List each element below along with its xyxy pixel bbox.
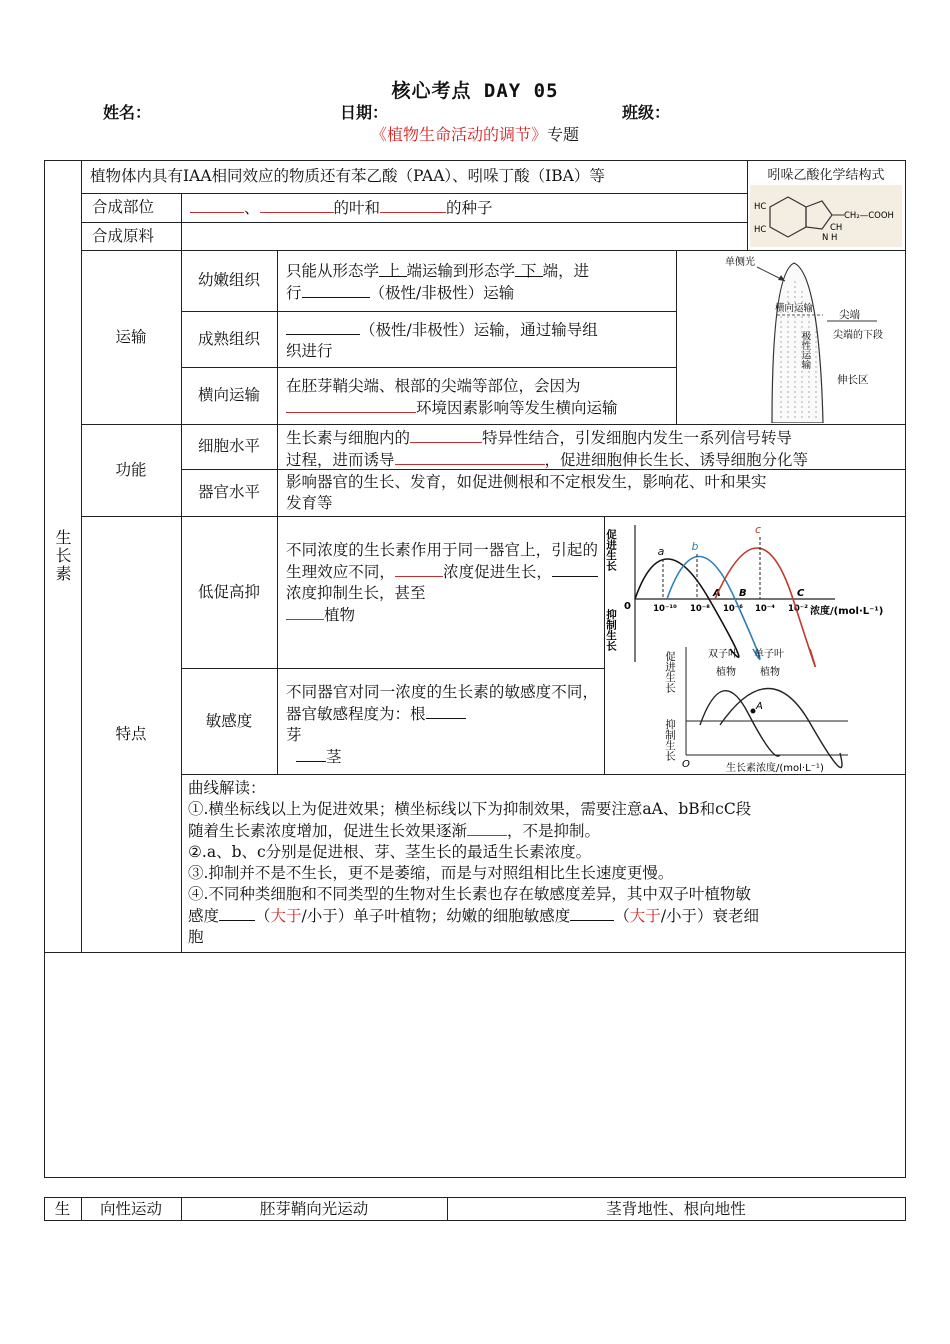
answer-blank[interactable] (410, 427, 482, 443)
nh-label: N H (822, 233, 838, 243)
section-label-auxin: 生长素 (53, 529, 72, 583)
cell-level-content: 生长素与细胞内的 特异性结合，引发细胞内发生一系列信号转导 过程，进而诱导 ，促进细胞伸长生长、诱导细胞分化等 (286, 429, 809, 469)
transport-label: 运输 (115, 327, 147, 346)
dicot-curve (700, 691, 780, 756)
answer-blank[interactable] (296, 746, 326, 762)
x-tick-label: 10⁻⁴ (754, 604, 776, 614)
peak-label: c (754, 523, 762, 536)
x-axis-title: 生长素浓度/(mol·L⁻¹) (726, 763, 824, 774)
date-label: 日期： (340, 103, 389, 122)
ch-label: CH (830, 223, 843, 233)
sensitivity-content: 不同器官对同一浓度的生长素的敏感度不同，器官敏感程度为：根 芽 茎 (286, 683, 598, 766)
features-label: 特点 (115, 724, 147, 743)
page-title: 核心考点 DAY 05 (391, 80, 559, 102)
coleoptile-diagram (677, 251, 905, 423)
young-tissue-label: 幼嫩组织 (197, 271, 260, 289)
legend-dicot: 植物 (716, 667, 736, 678)
bottom-cell-tropism: 向性运动 (99, 1199, 162, 1218)
monocot-curve (720, 688, 842, 767)
answer-blank[interactable] (260, 197, 334, 213)
unilateral-light-label: 单侧光 (725, 257, 755, 268)
curve-interpretation: 曲线解读： ①.横坐标线以上为促进效果；横坐标线以下为抑制效果，需要注意aA、bB和cC段 随着生长素浓度增加，促进生长效果逐渐 ，不是抑制。 ②.a、b、c分别是促进根、芽、茎生长的最适生长素浓度。 ③.抑制并不是不生长，更不是萎缩，而是与对照组相比生长速度更慢。 ④.不同种类细胞和不同类型的生物对生长素也存在敏感度差异，其中双子叶植物敏 感度 （大于/小于）单子叶植物；幼嫩的细胞敏感度 （大于/小于）衰老细 胞 (188, 779, 760, 946)
peak-label: b (691, 540, 699, 553)
bottom-cell-gravitropism: 茎背地性、根向地性 (606, 1199, 746, 1218)
subtitle-topic: 《植物生命活动的调节》 (370, 125, 547, 144)
origin-label: O (682, 759, 690, 770)
lateral-transport-content: 在胚芽鞘尖端、根部的尖端等部位，会因为 环境因素影响等发生横向运输 (286, 377, 618, 417)
function-label: 功能 (115, 460, 147, 479)
bottom-cell-section: 生 (54, 1199, 71, 1218)
organ-level-content: 影响器官的生长、发育，如促进侧根和不定根发生，影响花、叶和果实 发育等 (286, 473, 767, 512)
y-label-inhibit: 抑制生长 (664, 719, 676, 761)
name-label: 姓名： (103, 103, 152, 122)
below-tip-label: 尖端的下段 (833, 330, 883, 341)
answer-blank[interactable] (380, 197, 446, 213)
mature-tissue-label: 成熟组织 (197, 329, 260, 348)
answer-blank[interactable] (286, 604, 324, 620)
indole-structure-drawing (748, 183, 904, 249)
side-chain-label: CH₂—COOH (844, 211, 894, 221)
answer-blank[interactable] (219, 905, 255, 921)
curve-title: 曲线解读： (188, 779, 266, 797)
filled-answer: 下 (515, 261, 543, 277)
organ-level-label: 器官水平 (197, 483, 260, 501)
x-axis-title: 浓度/(mol·L⁻¹) (810, 606, 884, 617)
y-label-promote: 促进生长 (664, 651, 676, 693)
zero-label: B (739, 588, 747, 599)
legend-dicot: 双子叶 (708, 649, 738, 660)
lateral-transport-tag: 横向运输 (775, 303, 814, 314)
y-label-inhibit: 抑制生长 (605, 609, 617, 651)
dual-effect-label: 低促高抑 (197, 582, 260, 601)
monocot-dicot-chart (660, 643, 860, 775)
y-label-promote: 促进生长 (605, 529, 617, 571)
coleoptile-drawing (677, 251, 905, 423)
answer-blank[interactable] (570, 905, 614, 921)
x-tick-label: 10⁻⁸ (689, 604, 711, 614)
sensitivity-label: 敏感度 (205, 711, 253, 730)
bottom-cell-phototropism: 胚芽鞘向光运动 (259, 1199, 369, 1218)
point-a-label: A (756, 701, 763, 712)
point-a (751, 709, 756, 714)
class-label: 班级： (622, 103, 671, 122)
chart2-svg (660, 643, 860, 775)
hc-label: HC (754, 202, 767, 212)
elongation-zone-label: 伸长区 (837, 374, 869, 386)
subtitle-suffix: 专题 (547, 125, 580, 144)
x-tick-label: 10⁻¹⁰ (653, 604, 677, 614)
answer-blank[interactable] (426, 703, 466, 719)
intro-text: 植物体内具有IAA相同效应的物质还有苯乙酸（PAA）、吲哚丁酸（IBA）等 (90, 167, 605, 185)
iaa-structure-image (748, 161, 904, 250)
legend-monocot: 植物 (760, 667, 780, 678)
dual-effect-content: 不同浓度的生长素作用于同一器官上，引起的生理效应不同， 浓度促进生长，浓度抑制生长，甚至 植物 (286, 541, 598, 624)
cell-level-label: 细胞水平 (197, 437, 260, 455)
answer-blank[interactable] (552, 561, 598, 577)
answer-blank[interactable] (286, 319, 360, 335)
x-tick-label: 10⁻² (787, 604, 809, 614)
lateral-transport-label: 横向运输 (197, 386, 260, 404)
raw-material-label: 合成原料 (92, 227, 155, 245)
answer-blank[interactable] (395, 561, 443, 577)
answer-blank[interactable] (467, 820, 507, 836)
zero-label: A (713, 588, 721, 599)
zero-label: C (797, 588, 805, 599)
subtitle (0, 122, 950, 145)
polar-transport-tag: 极性运输 (799, 331, 811, 369)
synthesis-site-content: 、 的叶和 的种子 (190, 197, 740, 219)
synthesis-site-label: 合成部位 (92, 198, 155, 216)
answer-blank[interactable] (302, 282, 370, 298)
hc-label: HC (754, 225, 767, 235)
answer-blank[interactable] (286, 397, 416, 413)
x-tick-label: 10⁻⁶ (722, 604, 744, 614)
answer-blank[interactable] (395, 449, 545, 465)
answer-blank[interactable] (190, 197, 244, 213)
origin-label: 0 (624, 601, 631, 612)
tip-label: 尖端 (839, 309, 860, 321)
structure-caption: 吲哚乙酸化学结构式 (767, 168, 885, 183)
legend-monocot: 单子叶 (754, 649, 784, 660)
filled-answer: 上 (379, 261, 407, 277)
young-tissue-content: 只能从形态学 上 端运输到形态学 下 端，进 行 （极性/非极性）运输 (286, 262, 590, 302)
mature-tissue-content: （极性/非极性）运输，通过输导组 织进行 (286, 321, 598, 360)
peak-label: a (657, 545, 665, 558)
